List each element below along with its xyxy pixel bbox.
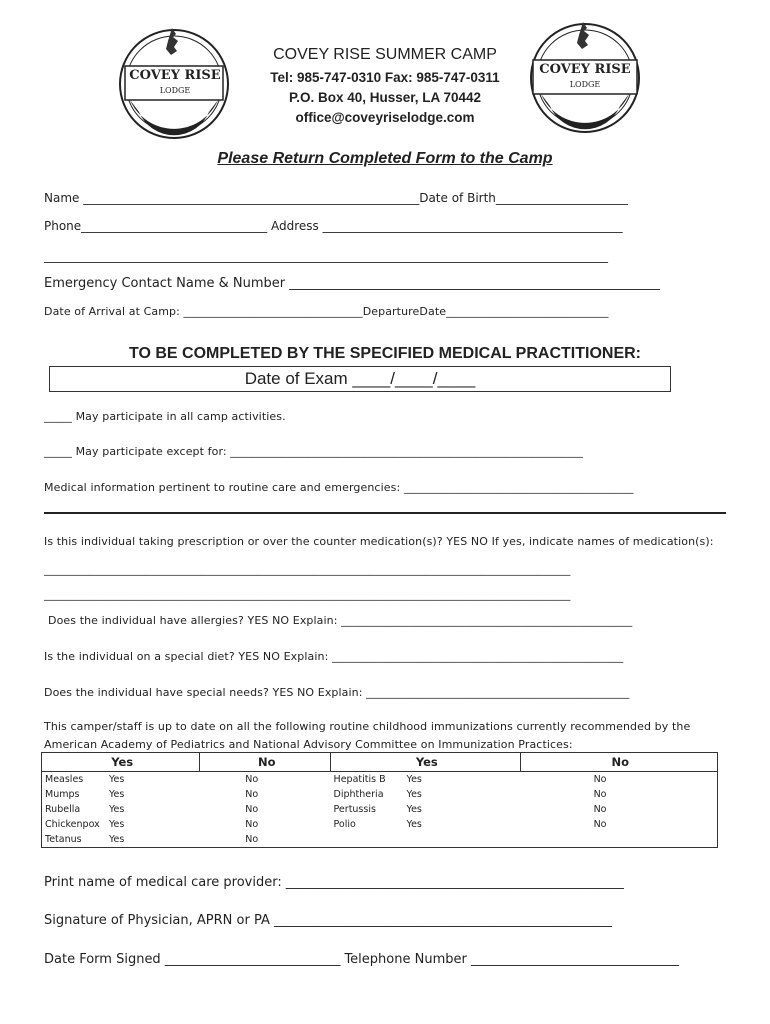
vaccine-name: Diphtheria	[333, 789, 384, 800]
immunization-table	[41, 752, 718, 848]
immunization-intro-2: American Academy of Pediatrics and National Advisory Committee on Immunization Practices:	[44, 738, 573, 751]
diet-question[interactable]: Is the individual on a special diet? YES NO Explain: ____________________________________________________	[44, 650, 624, 663]
table-row	[42, 832, 718, 848]
vaccine-name: Polio	[333, 819, 356, 830]
immunization-intro-1: This camper/staff is up to date on all the following routine childhood immunizations currently recommended by the	[44, 720, 691, 733]
name-field[interactable]: Name ________________________________________________________Date of Birth______________________	[44, 191, 628, 205]
medication-line-1[interactable]: ______________________________________________________________________________________________	[44, 563, 571, 576]
right-no-header: No	[520, 753, 717, 772]
right-yes-header: Yes	[331, 753, 521, 772]
logo-right-name: COVEY RISE	[539, 62, 631, 77]
left-no-header: No	[200, 753, 331, 772]
yes-option[interactable]: Yes	[406, 804, 422, 815]
camp-phone-fax: Tel: 985-747-0310 Fax: 985-747-0311	[270, 70, 500, 85]
vaccine-name: Measles	[45, 774, 84, 785]
no-option[interactable]	[520, 832, 717, 848]
vaccine-name: Pertussis	[333, 804, 376, 815]
table-row	[42, 772, 718, 788]
no-option[interactable]: No	[245, 789, 259, 800]
table-row	[42, 802, 718, 817]
yes-option[interactable]: Yes	[109, 774, 125, 785]
yes-option[interactable]: Yes	[109, 834, 125, 845]
no-option[interactable]: No	[593, 774, 607, 785]
medication-question: Is this individual taking prescription or over the counter medication(s)? YES NO If yes, indicate names of medication(s):	[44, 535, 714, 548]
participate-all[interactable]: _____ May participate in all camp activities.	[44, 410, 286, 423]
vaccine-name: Chickenpox	[45, 819, 100, 830]
no-option[interactable]: No	[245, 774, 259, 785]
logo-left-sub: LODGE	[159, 86, 191, 95]
yes-option[interactable]: Yes	[406, 819, 422, 830]
logo-right-sub: LODGE	[569, 80, 601, 89]
provider-name-field[interactable]: Print name of medical care provider: ____________________________________________________	[44, 875, 624, 890]
yes-option[interactable]: Yes	[109, 789, 125, 800]
medical-information[interactable]: Medical information pertinent to routine care and emergencies: _________________________________________	[44, 481, 634, 494]
no-option[interactable]: No	[593, 789, 607, 800]
vaccine-name: Hepatitis B	[333, 774, 386, 785]
no-option[interactable]: No	[245, 834, 259, 845]
table-row	[42, 787, 718, 802]
table-row	[42, 817, 718, 832]
no-option[interactable]: No	[245, 819, 259, 830]
camp-address: P.O. Box 40, Husser, LA 70442	[288, 90, 482, 105]
date-telephone-field[interactable]: Date Form Signed ___________________________ Telephone Number ________________________________	[44, 952, 679, 967]
logo-left	[117, 22, 237, 142]
allergies-question[interactable]: Does the individual have allergies? YES NO Explain: ____________________________________________________	[48, 614, 633, 627]
address-continuation-line[interactable]: ______________________________________________________________________________________________	[44, 249, 608, 263]
no-option[interactable]: No	[593, 819, 607, 830]
camp-email: office@coveyriselodge.com	[295, 110, 475, 125]
physician-signature-field[interactable]: Signature of Physician, APRN or PA ____________________________________________________	[44, 913, 612, 928]
vaccine-name: Rubella	[45, 804, 81, 815]
yes-option[interactable]: Yes	[109, 804, 125, 815]
no-option[interactable]: No	[593, 804, 607, 815]
medical-heading: TO BE COMPLETED BY THE SPECIFIED MEDICAL PRACTITIONER:	[128, 345, 642, 362]
yes-option[interactable]: Yes	[406, 774, 422, 785]
logo-right	[525, 16, 645, 136]
section-divider	[44, 512, 726, 514]
special-needs-question[interactable]: Does the individual have special needs? YES NO Explain: _______________________________________________	[44, 686, 630, 699]
participate-except[interactable]: _____ May participate except for: _______________________________________________________________	[44, 445, 584, 458]
vaccine-name: Mumps	[45, 789, 80, 800]
yes-option[interactable]: Yes	[406, 789, 422, 800]
medication-line-2[interactable]: ______________________________________________________________________________________________	[44, 588, 571, 601]
arrival-departure-field[interactable]: Date of Arrival at Camp: ________________________________DepartureDate_____________________________	[44, 305, 609, 318]
vaccine-name: Tetanus	[45, 834, 82, 845]
logo-left-name: COVEY RISE	[129, 68, 221, 83]
emergency-contact-field[interactable]: Emergency Contact Name & Number _________________________________________________________	[44, 276, 660, 291]
camp-title: COVEY RISE SUMMER CAMP	[273, 46, 497, 63]
no-option[interactable]: No	[245, 804, 259, 815]
phone-address-field[interactable]: Phone_______________________________ Address __________________________________________________	[44, 219, 623, 233]
yes-option[interactable]: Yes	[109, 819, 125, 830]
left-yes-header: Yes	[42, 753, 200, 772]
return-note: Please Return Completed Form to the Camp	[217, 150, 553, 167]
date-of-exam-box[interactable]: Date of Exam ____/____/____	[49, 366, 671, 392]
